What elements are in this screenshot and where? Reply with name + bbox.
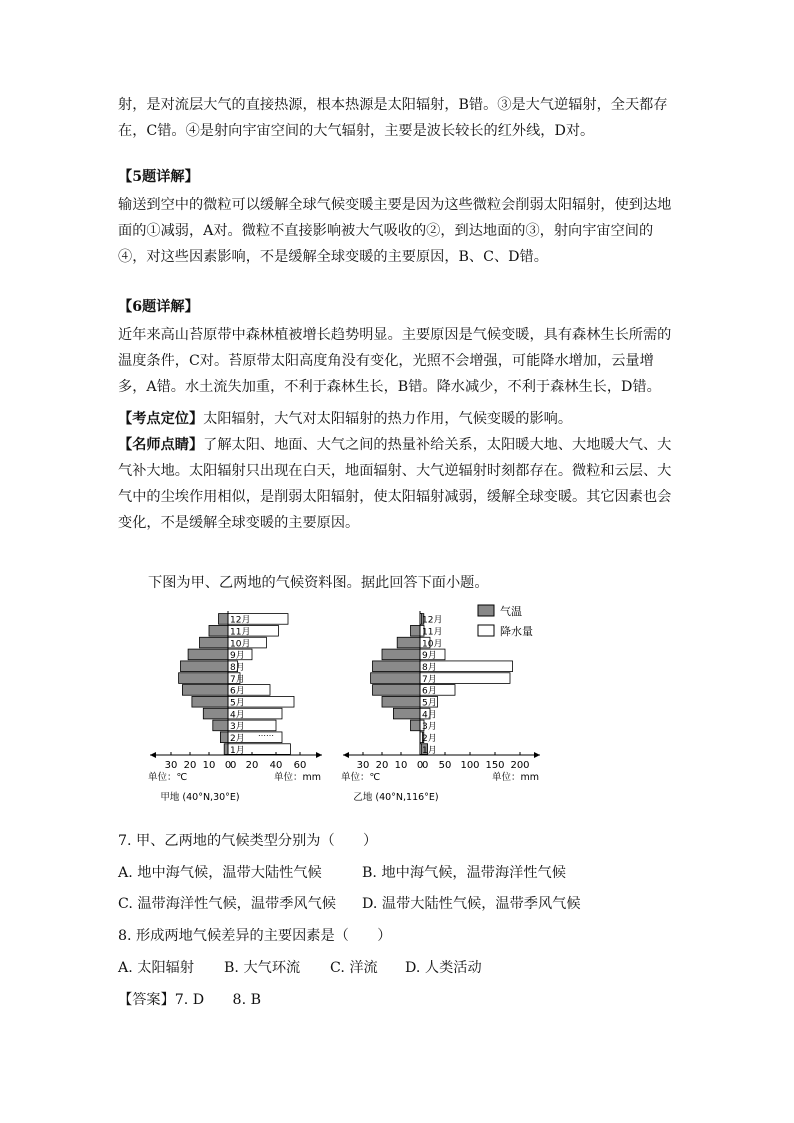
month-label: 9月 bbox=[422, 651, 437, 662]
kaodian-paragraph bbox=[118, 406, 678, 432]
q8-option-b: B. 大气环流 bbox=[224, 960, 301, 976]
temp-bar bbox=[371, 673, 420, 684]
month-label: 1月 bbox=[230, 745, 245, 756]
temp-tick-label: 0 bbox=[416, 760, 424, 771]
precip-tick-label: 150 bbox=[485, 760, 505, 771]
month-label: 3月 bbox=[230, 722, 245, 733]
climate-charts bbox=[140, 602, 600, 808]
x-axis-arrow-right bbox=[316, 752, 322, 758]
mingshi-label: 【名师点睛】 bbox=[118, 437, 204, 453]
month-label: 10月 bbox=[230, 639, 251, 650]
temp-bar bbox=[203, 708, 228, 719]
month-label: 9月 bbox=[230, 651, 245, 662]
x-axis-arrow-left bbox=[150, 752, 156, 758]
temp-tick-label: 20 bbox=[183, 760, 197, 771]
kaodian-text: 太阳辐射，大气对太阳辐射的热力作用，气候变暖的影响。 bbox=[203, 411, 573, 427]
chart-title: 甲地 (40°N,30°E) bbox=[160, 792, 240, 803]
temp-bar bbox=[182, 685, 228, 696]
temp-bar bbox=[192, 696, 228, 707]
temp-tick-label: 10 bbox=[394, 760, 408, 771]
legend-temp-swatch bbox=[478, 605, 494, 616]
temp-tick-label: 10 bbox=[202, 760, 216, 771]
temp-unit-label: 单位：℃ bbox=[341, 772, 381, 783]
temp-tick-label: 30 bbox=[356, 760, 370, 771]
temp-bar bbox=[373, 661, 421, 672]
temp-bar bbox=[209, 625, 228, 636]
q6-heading: 【6题详解】 bbox=[118, 299, 199, 315]
temp-bar bbox=[188, 649, 228, 660]
temp-bar bbox=[393, 708, 420, 719]
q7-option-a: A. 地中海气候，温带大陆性气候 bbox=[118, 865, 322, 881]
answer-line: 【答案】7. D 8. B bbox=[118, 992, 262, 1008]
month-label: 12月 bbox=[230, 615, 251, 626]
precip-tick-label: 100 bbox=[460, 760, 480, 771]
temp-tick-label: 30 bbox=[164, 760, 178, 771]
precip-unit-label: 单位：mm bbox=[492, 772, 540, 783]
month-label: 5月 bbox=[230, 698, 245, 709]
temp-bar bbox=[200, 637, 229, 648]
precip-tick-label: 200 bbox=[510, 760, 530, 771]
month-label: 6月 bbox=[422, 686, 437, 697]
kaodian-label: 【考点定位】 bbox=[118, 411, 204, 427]
chart-title: 乙地 (40°N,116°E) bbox=[353, 792, 439, 803]
month-label: 7月 bbox=[422, 674, 437, 685]
q8-option-a: A. 太阳辐射 bbox=[118, 960, 195, 976]
q8-option-c: C. 洋流 bbox=[330, 960, 378, 976]
temp-tick-label: 20 bbox=[375, 760, 389, 771]
month-label: 4月 bbox=[422, 710, 437, 721]
month-label: 6月 bbox=[230, 686, 245, 697]
month-label: 10月 bbox=[422, 639, 443, 650]
precip-tick-label: 60 bbox=[293, 760, 307, 771]
temp-unit-label: 单位：℃ bbox=[148, 772, 188, 783]
month-label: 4月 bbox=[230, 710, 245, 721]
month-label: 5月 bbox=[422, 698, 437, 709]
temp-bar bbox=[179, 673, 228, 684]
temp-bar bbox=[411, 720, 421, 731]
precip-tick-label: 50 bbox=[438, 760, 452, 771]
temp-bar bbox=[213, 720, 228, 731]
temp-bar bbox=[382, 649, 420, 660]
temp-bar bbox=[411, 625, 421, 636]
q7-option-b: B. 地中海气候，温带海洋性气候 bbox=[362, 865, 566, 881]
month-label: 3月 bbox=[422, 722, 437, 733]
q7-option-d: D. 温带大陆性气候，温带季风气候 bbox=[362, 896, 581, 912]
q8-option-d: D. 人类活动 bbox=[405, 960, 482, 976]
precip-zero-label: 0 bbox=[230, 760, 237, 771]
month-label: 8月 bbox=[230, 663, 245, 674]
question-7: 7. 甲、乙两地的气候类型分别为（ ） bbox=[118, 833, 378, 849]
mingshi-text: 了解太阳、地面、大气之间的热量补给关系，太阳暖大地、大地暖大气、大气补大地。太阳辐射只出现在白天，地面辐射、大气逆辐射时刻都存在。微粒和云层、大气中的尘埃作用相似，是削弱太阳辐射，使太阳辐射减弱，缓解全球变暖。其它因素也会变化，不是缓解全球变暖的主要原因。 bbox=[118, 437, 672, 531]
mingshi-paragraph bbox=[118, 432, 678, 536]
question-8: 8. 形成两地气候差异的主要因素是（ ） bbox=[118, 928, 392, 944]
month-label: 11月 bbox=[422, 627, 443, 638]
month-label: 1月 bbox=[422, 745, 437, 756]
temp-bar bbox=[382, 696, 420, 707]
month-label: 11月 bbox=[230, 627, 251, 638]
x-axis-arrow-left bbox=[343, 752, 349, 758]
legend-precip-label: 降水量 bbox=[500, 625, 533, 638]
temp-bar bbox=[219, 614, 229, 625]
month-label: 2月 bbox=[230, 734, 245, 745]
temp-bar bbox=[181, 661, 229, 672]
month-label: 7月 bbox=[230, 674, 245, 685]
temp-bar bbox=[224, 744, 228, 755]
temp-bar bbox=[373, 685, 421, 696]
temp-bar bbox=[397, 637, 420, 648]
q5-explanation: 输送到空中的微粒可以缓解全球气候变暖主要是因为这些微粒会削弱太阳辐射，使到达地面的①减弱，A对。微粒不直接影响被大气吸收的②，到达地面的③，射向宇宙空间的④，对这些因素影响，不是缓解全球变暖的主要原因，B、C、D错。 bbox=[118, 197, 672, 265]
precip-tick-label: 40 bbox=[269, 760, 283, 771]
precip-unit-label: 单位：mm bbox=[274, 772, 322, 783]
intro-text: 下图为甲、乙两地的气候资料图。据此回答下面小题。 bbox=[148, 575, 489, 591]
gap-marks: …… bbox=[258, 729, 274, 739]
para-continuation: 射，是对流层大气的直接热源，根本热源是太阳辐射，B错。③是大气逆辐射，全天都存在，C错。④是射向宇宙空间的大气辐射，主要是波长较长的红外线，D对。 bbox=[118, 97, 668, 139]
precip-zero-label: 0 bbox=[422, 760, 429, 771]
temp-bar bbox=[220, 732, 228, 743]
month-label: 2月 bbox=[422, 734, 437, 745]
q6-explanation: 近年来高山苔原带中森林植被增长趋势明显。主要原因是气候变暖，具有森林生长所需的温度条件，C对。苔原带太阳高度角没有变化，光照不会增强，可能降水增加，云量增多，A错。水土流失加重，不利于森林生长，B错。降水减少，不利于森林生长，D错。 bbox=[118, 327, 672, 395]
temp-tick-label: 0 bbox=[224, 760, 232, 771]
x-axis-arrow-right bbox=[534, 752, 540, 758]
month-label: 12月 bbox=[422, 615, 443, 626]
legend bbox=[478, 604, 533, 638]
precip-tick-label: 20 bbox=[245, 760, 259, 771]
legend-temp-label: 气温 bbox=[500, 605, 522, 618]
month-label: 8月 bbox=[422, 663, 437, 674]
q5-heading: 【5题详解】 bbox=[118, 169, 199, 185]
q7-option-c: C. 温带海洋性气候，温带季风气候 bbox=[118, 896, 336, 912]
legend-precip-swatch bbox=[478, 625, 494, 636]
